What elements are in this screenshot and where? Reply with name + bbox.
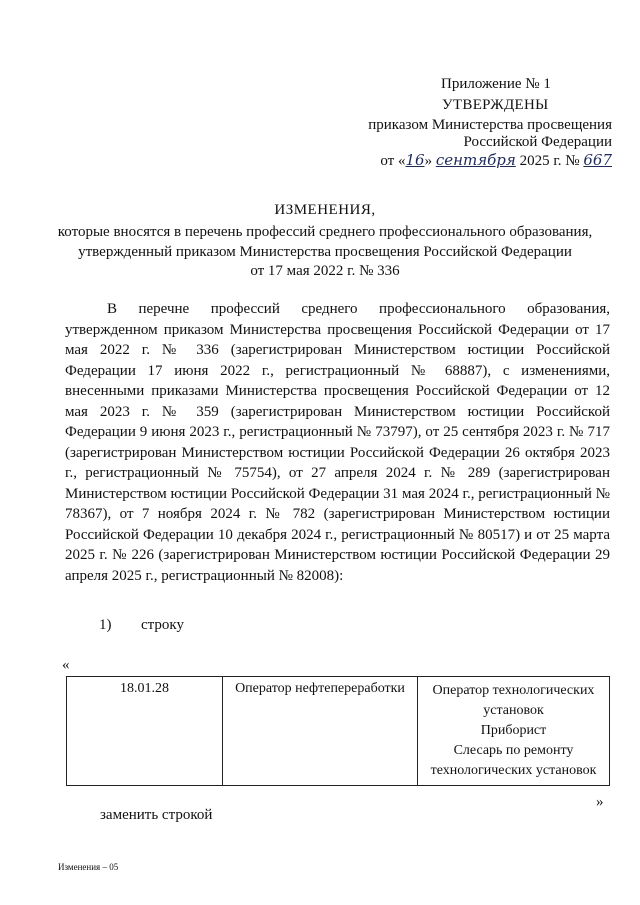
qualification-line: Оператор технологических — [432, 683, 595, 698]
date-prefix: от « — [380, 153, 406, 169]
profession-name-cell: Оператор нефтепереработки — [223, 677, 418, 786]
item-text: строку — [141, 617, 184, 633]
qualification-line: Приборист — [480, 723, 547, 738]
profession-code-cell: 18.01.28 — [67, 677, 223, 786]
appendix-number: Приложение № 1 — [441, 76, 551, 92]
closing-quote: » — [596, 794, 604, 810]
approved-stamp-heading: УТВЕРЖДЕНЫ — [442, 97, 549, 113]
item-number: 1) — [99, 617, 112, 633]
handwritten-day: 16 — [405, 151, 425, 169]
order-date-line — [340, 151, 612, 170]
table-row — [67, 677, 610, 786]
footer-note: Изменения – 05 — [58, 862, 119, 872]
qualification-line: установок — [483, 703, 544, 718]
list-item-1 — [99, 617, 184, 634]
main-paragraph: В перечне профессий среднего профессионального образования, утвержденном приказом Министерства просвещения Российской Федерации от 17 мая 2022 г. № 336 (зарегистрирован Министерством юстиции Российской Федерации 17 июня 2022 г., регистрационный № 68887), с изменениями, внесенными приказами Министерства просвещения Российской Федерации от 12 мая 2023 г. № 359 (зарегистрирован Министерством юстиции Российской Федерации 9 июня 2023 г., регистрационный № 73797), от 25 сентября 2023 г. № 717 (зарегистрирован Министерством юстиции Российской Федерации 26 октября 2023 г., регистрационный № 75754), от 27 апреля 2024 г. № 289 (зарегистрирован Министерством юстиции Российской Федерации 31 мая 2024 г., регистрационный № 78367), от 7 ноября 2024 г. № 782 (зарегистрирован Министерством юстиции Российской Федерации 10 декабря 2024 г., регистрационный № 80517) и от 25 марта 2025 г. № 226 (зарегистрирован Министерством юстиции Российской Федерации 29 апреля 2025 г., регистрационный № 82008): — [65, 301, 610, 584]
replace-instruction: заменить строкой — [100, 807, 213, 823]
changes-subtitle-line1: которые вносятся в перечень профессий среднего профессионального образования, — [57, 224, 593, 240]
qualifications-cell — [418, 677, 610, 786]
handwritten-order-number: 667 — [583, 151, 612, 169]
order-country-line: Российской Федерации — [463, 134, 612, 150]
order-authority-line: приказом Министерства просвещения — [368, 117, 612, 133]
changes-subtitle-line3: от 17 мая 2022 г. № 336 — [250, 263, 400, 279]
qualification-line: технологических установок — [430, 763, 597, 778]
handwritten-month: сентября — [435, 151, 516, 169]
opening-quote: « — [62, 657, 70, 673]
qualification-line: Слесарь по ремонту — [453, 743, 574, 758]
date-mid: » — [424, 153, 436, 169]
changes-subtitle-line2: утвержденный приказом Министерства просвещения Российской Федерации — [78, 244, 572, 260]
changes-title: ИЗМЕНЕНИЯ, — [274, 202, 376, 218]
old-row-table — [66, 676, 610, 786]
date-year: 2025 г. № — [515, 153, 584, 169]
